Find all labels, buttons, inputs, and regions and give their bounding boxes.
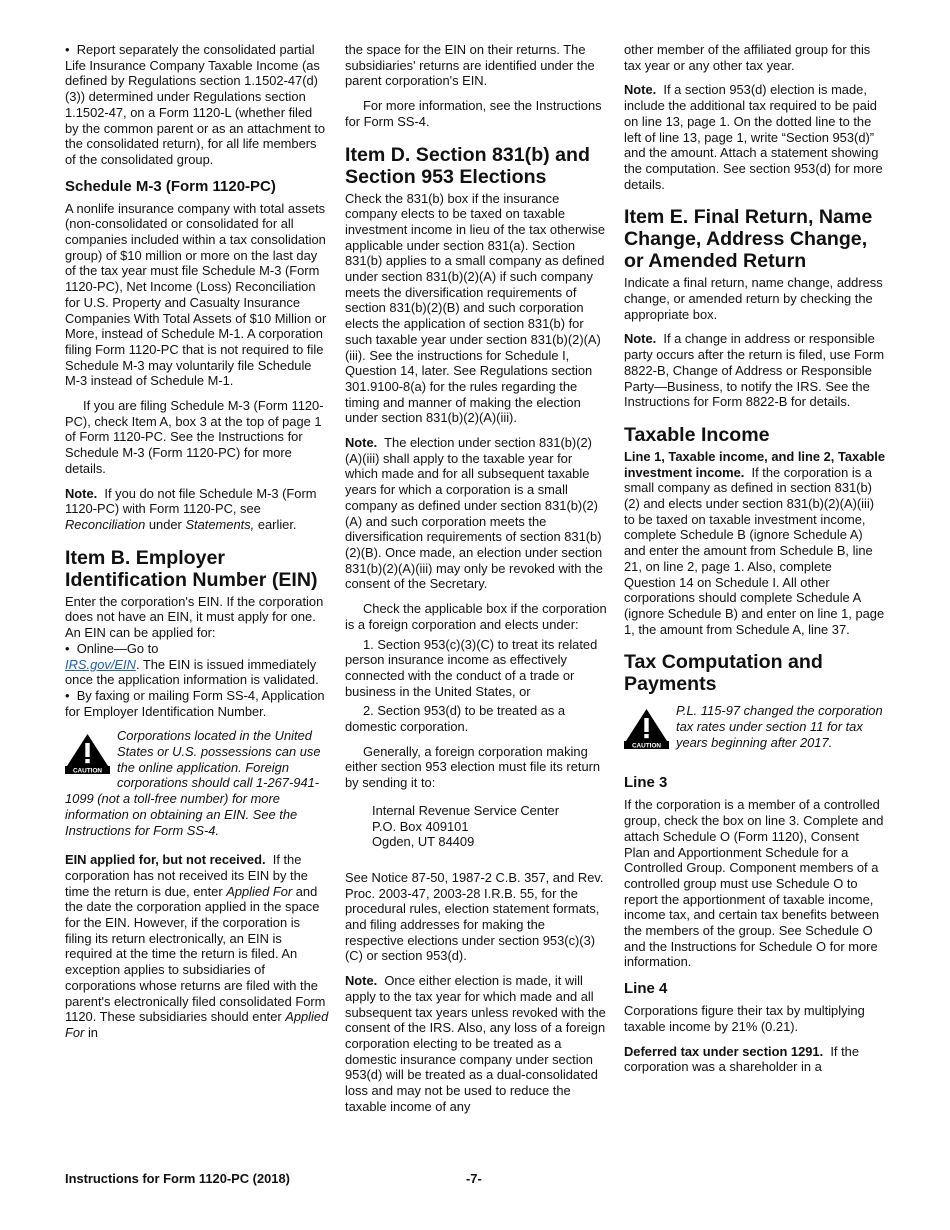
item-b-heading: Item B. Employer Identification Number (EIN) [65, 546, 318, 591]
ein-online-bullet: • Online—Go to IRS.gov/EIN. The EIN is issued immediately once the application information is validated. [65, 640, 319, 688]
address-line-3: Ogden, UT 84409 [372, 834, 475, 850]
election-item-1: 1. Section 953(c)(3)(C) to treat its related person insurance income as effectively connected with the conduct of a trade or business in the United States, or [345, 636, 598, 699]
address-line-2: P.O. Box 409101 [372, 818, 469, 834]
svg-text:CAUTION: CAUTION [72, 767, 103, 775]
caution-text-tax: P.L. 115-97 changed the corporation tax rates under section 11 for tax years beginning after 2017. [676, 703, 883, 750]
caution-box-ein [65, 728, 329, 838]
ein-continued: the space for the EIN on their returns. The subsidiaries' returns are identified under the parent corporation's EIN. [345, 42, 595, 89]
ein-applied-paragraph: EIN applied for, but not received. If the corporation has not received its EIN by the time the return is due, enter Applied For and the date the corporation applied in the space for the EIN. However, if the corporation is filing its return electronically, an EIN is required at the time the return is filed. An exception applies to subsidiaries of corporations whose returns are filed with the parent's electronically filed consolidated Form 1120. These subsidiaries should enter Applied For in [65, 852, 329, 1040]
check-box-paragraph: Check the applicable box if the corporation is a foreign corporation and elects under: [345, 601, 607, 632]
bullet-icon: • [65, 687, 70, 703]
column-2 [345, 42, 607, 1123]
caution-icon [65, 732, 110, 774]
ein-fax-bullet: • By faxing or mailing Form SS-4, Application for Employer Identification Number. [65, 687, 325, 719]
schedule-m3-heading: Schedule M-3 (Form 1120-PC) [65, 177, 276, 195]
item-d-note-1: Note. The election under section 831(b)(2)(A)(iii) shall apply to the taxable year for which made and for all subsequent taxable years for which a corporation is a small company as defined under section 831(b)(2)(A) and such corporation meets the diversification requirements of section 831(b)(2)(B). Once made, an election under section 831(b)(2)(A)(iii) may only be revoked with the consent of the Secretary. [345, 435, 603, 592]
item-e-heading: Item E. Final Return, Name Change, Address Change, or Amended Return [624, 206, 873, 273]
taxable-income-heading: Taxable Income [624, 423, 770, 446]
item-e-note: Note. If a change in address or responsible party occurs after the return is filed, use Form 8822-B, Change of Address or Responsible Party—Business, to notify the IRS. See the Instructions for Form 8822-B for details. [624, 331, 885, 410]
item-e-paragraph: Indicate a final return, name change, address change, or amended return by checking the appropriate box. [624, 275, 883, 322]
line-4-paragraph: Corporations figure their tax by multiplying taxable income by 21% (0.21). [624, 1003, 865, 1034]
page-number: -7- [466, 1171, 482, 1186]
line-3-heading: Line 3 [624, 774, 668, 792]
more-info-paragraph: For more information, see the Instructions for Form SS-4. [345, 98, 602, 129]
item-d-heading: Item D. Section 831(b) and Section 953 Elections [345, 143, 590, 188]
m3-note: Note. If you do not file Schedule M-3 (Form 1120-PC) with Form 1120-PC, see Reconciliation under Statements, earlier. [65, 485, 317, 532]
column-3 [624, 42, 886, 1084]
caution-icon [624, 707, 669, 749]
deferred-tax-paragraph: Deferred tax under section 1291. If the corporation was a shareholder in a [624, 1043, 860, 1075]
notice-paragraph: See Notice 87-50, 1987-2 C.B. 357, and Rev. Proc. 2003-47, 2003-28 I.R.B. 55, for the procedural rules, election statement formats, and filing addresses for making the respective elections under section 953(c)(3)(C) or section 953(d). [345, 869, 604, 964]
footer-title: Instructions for Form 1120-PC (2018) [65, 1171, 290, 1186]
caution-text-ein: Corporations located in the United States or U.S. possessions can use the online application. Foreign corporations should call 1-267-941-1099 (not a toll-free number) for more information on obtaining an EIN. See the Instructions for Form SS-4. [65, 728, 321, 838]
generally-paragraph: Generally, a foreign corporation making either section 953 election must file its return by sending it to: [345, 743, 601, 791]
irs-ein-link[interactable]: IRS.gov/EIN [65, 656, 136, 672]
bullet-report: • Report separately the consolidated partial Life Insurance Company Taxable Income (as defined by Regulations section 1.1502-47(d)(3)) determined under Regulations section 1.1502-47, on a Form 1120-L (whether filed by the common parent or as an attachment to the consolidated return), for all life members of the consolidated group. [65, 42, 326, 167]
election-item-2: 2. Section 953(d) to be treated as a domestic corporation. [345, 703, 566, 735]
section-953d-note: Note. If a section 953(d) election is made, include the additional tax required to be paid on line 13, page 1. On the dotted line to the left of line 13, page 1, write “Section 953(d)” and the amount. Attach a statement showing the computation. See section 953(d) for more details. [624, 82, 883, 192]
m3-paragraph-1: A nonlife insurance company with total assets (non-consolidated or consolidated for all companies included within a tax consolidation group) of $10 million or more on the last day of the tax year must file Schedule M-3 (Form 1120-PC), Net Income (Loss) Reconciliation for U.S. Property and Casualty Insurance Companies With Total Assets of $10 Million or More, instead of Schedule M-1. A corporation filing Form 1120-PC that is not required to file Schedule M-3 may voluntarily file Schedule M-3 instead of Schedule M-1. [65, 200, 327, 389]
svg-text:CAUTION: CAUTION [631, 742, 662, 750]
tax-computation-heading: Tax Computation and Payments [624, 651, 823, 696]
irs-address [372, 803, 607, 850]
item-d-note-2: Note. Once either election is made, it will apply to the tax year for which made and all subsequent tax years unless revoked with the consent of the IRS. Also, any loss of a foreign corporation electing to be treated as a domestic insurance company under section 953(d) will be treated as a dual-consolidated loss and may not be used to reduce the taxable income of any [345, 973, 606, 1114]
caution-box-tax [624, 703, 886, 759]
m3-paragraph-2: If you are filing Schedule M-3 (Form 1120-PC), check Item A, box 3 at the top of page 1 of Form 1120-PC. See the Instructions for Schedule M-3 (Form 1120-PC) for more details. [65, 398, 324, 476]
ein-paragraph-1: Enter the corporation's EIN. If the corporation does not have an EIN, it must apply for one. An EIN can be applied for: [65, 593, 324, 641]
address-line-1: Internal Revenue Service Center [372, 802, 560, 818]
column-1 [65, 42, 329, 1050]
line-3-paragraph: If the corporation is a member of a controlled group, check the box on line 3. Complete and attach Schedule O (Form 1120), Consent Plan and Apportionment Schedule for a Controlled Group. Component members of a controlled group must use Schedule O to report the apportionment of taxable income, income tax, and certain tax benefits between the members of the group. See Schedule O and the Instructions for Schedule O for more information. [624, 797, 884, 970]
item-d-continued: other member of the affiliated group for this tax year or any other tax year. [624, 42, 871, 73]
bullet-icon: • [65, 640, 70, 656]
line-4-heading: Line 4 [624, 980, 668, 998]
line-1-paragraph: Line 1, Taxable income, and line 2, Taxable investment income. If the corporation is a small company as defined in section 831(b)(2) and elects under section 831(b)(2)(A)(iii) to be taxed on taxable investment income, complete Schedule B (ignore Schedule A) and enter the amount from Schedule B, line 21, on line 2, page 1. Also, complete Question 14 on Schedule I. All other corporations should complete Schedule A (ignore Schedule B) and enter on line 1, page 1, the amount from Schedule A, line 37. [624, 448, 886, 637]
item-d-paragraph-1: Check the 831(b) box if the insurance company elects to be taxed on taxable investment income in lieu of the tax otherwise applicable under section 831(a). Section 831(b) applies to a small company as defined under section 831(b)(2)(A) if such company meets the diversification requirements of section 831(b)(2)(B) and such corporation elects the application of section 831(b) for such taxable year under section 831(b)(2)(A)(iii). See the instructions for Schedule I, Question 14, later. See Regulations section 301.9100-8(a) for the rules regarding the timing and manner of making the election under section 831(b)(2)(A)(iii). [345, 190, 606, 426]
bullet-icon: • [65, 42, 70, 57]
